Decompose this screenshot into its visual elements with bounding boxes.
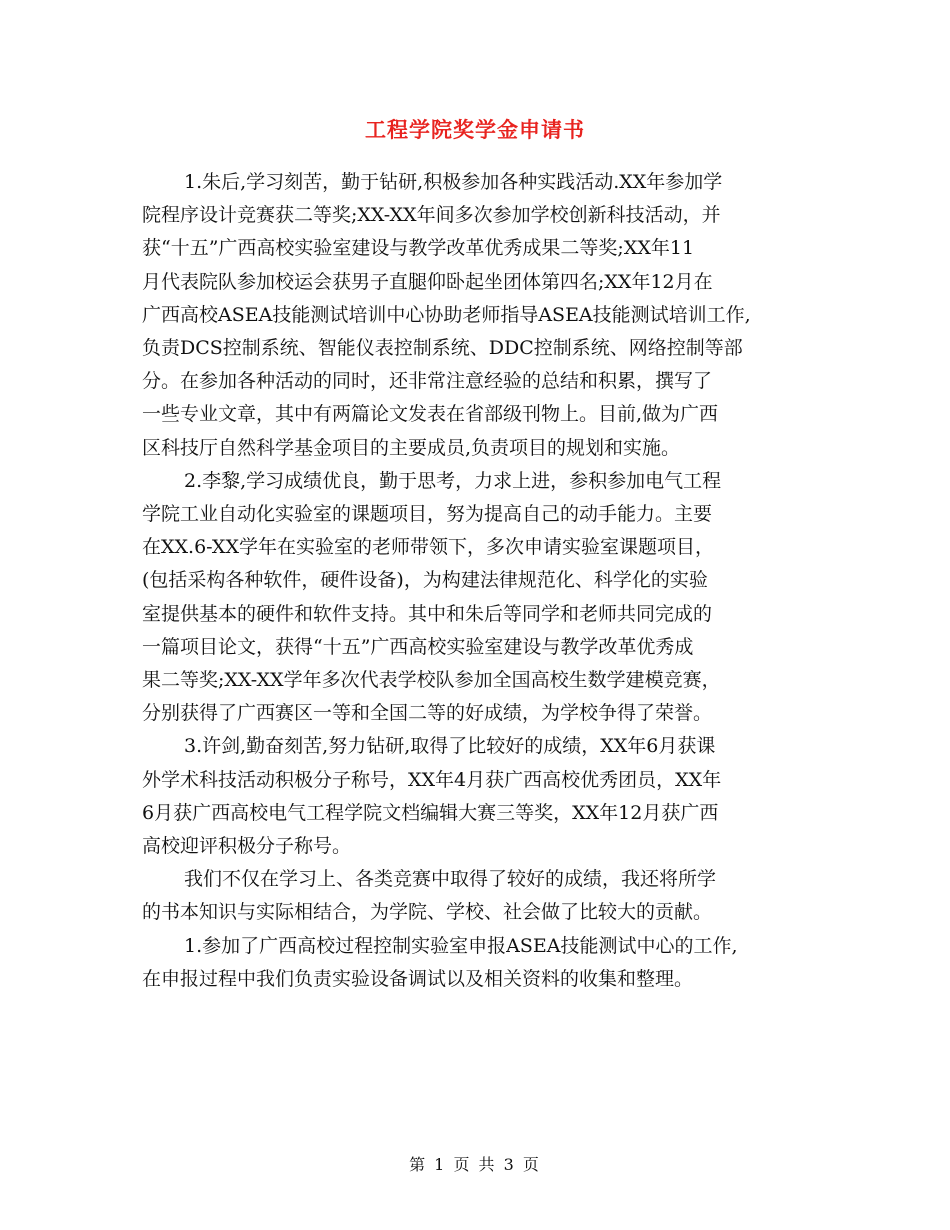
paragraph-line: 果二等奖;XX-XX学年多次代表学校队参加全国高校生数学建模竞赛， [142, 669, 721, 692]
paragraph-line: 我们不仅在学习上、各类竞赛中取得了较好的成绩，我还将所学 [184, 868, 717, 891]
paragraph-line: 的书本知识与实际相结合，为学院、学校、社会做了比较大的贡献。 [142, 901, 713, 924]
paragraph-line: 负责DCS控制系统、智能仪表控制系统、DDC控制系统、网络控制等部 [142, 337, 743, 360]
paragraph-line: 2.李黎,学习成绩优良，勤于思考，力求上进，参积参加电气工程 [184, 469, 722, 492]
paragraph-1 [142, 166, 812, 465]
paragraph-line: 获“十五”广西高校实验室建设与教学改革优秀成果二等奖;XX年11 [142, 237, 695, 260]
paragraph-line: 学院工业自动化实验室的课题项目，努为提高自己的动手能力。主要 [142, 503, 713, 526]
paragraph-line: 3.许剑,勤奋刻苦,努力钻研,取得了比较好的成绩，XX年6月获课 [184, 735, 716, 758]
document-title: 工程学院奖学金申请书 [365, 117, 585, 142]
paragraph-line: 室提供基本的硬件和软件支持。其中和朱后等同学和老师共同完成的 [142, 602, 713, 625]
paragraph-line: 在XX.6-XX学年在实验室的老师带领下，多次申请实验室课题项目， [142, 536, 714, 559]
paragraph-5 [142, 930, 812, 996]
paragraph-line: 一篇项目论文，获得“十五”广西高校实验室建设与教学改革优秀成 [142, 635, 694, 658]
paragraph-line: 分别获得了广西赛区一等和全国二等的好成绩，为学校争得了荣誉。 [142, 702, 713, 725]
paragraph-line: 广西高校ASEA技能测试培训中心协助老师指导ASEA技能测试培训工作, [142, 303, 751, 326]
paragraph-line: 院程序设计竞赛获二等奖;XX-XX年间多次参加学校创新科技活动，并 [142, 204, 721, 227]
paragraph-line: 6月获广西高校电气工程学院文档编辑大赛三等奖，XX年12月获广西 [142, 801, 719, 824]
paragraph-2 [142, 465, 812, 731]
paragraph-line: 月代表院队参加校运会获男子直腿仰卧起坐团体第四名;XX年12月在 [142, 270, 713, 293]
paragraph-line: 区科技厅自然科学基金项目的主要成员,负责项目的规划和实施。 [142, 436, 681, 459]
paragraph-line: 1.朱后,学习刻苦，勤于钻研,积极参加各种实践活动.XX年参加学 [184, 171, 723, 193]
paragraph-line: 分。在参加各种活动的同时，还非常注意经验的总结和积累，撰写了 [142, 370, 713, 393]
paragraph-line: 外学术科技活动积极分子称号，XX年4月获广西高校优秀团员，XX年 [142, 768, 722, 791]
paragraph-line: 在申报过程中我们负责实验设备调试以及相关资料的收集和整理。 [142, 967, 694, 990]
paragraph-4 [142, 863, 812, 929]
page-number-footer: 第 1 页 共 3 页 [409, 1155, 541, 1174]
paragraph-line: 1.参加了广西高校过程控制实验室申报ASEA技能测试中心的工作, [184, 934, 738, 957]
paragraph-line: 高校迎评积极分子称号。 [142, 835, 352, 858]
paragraph-3 [142, 730, 812, 863]
paragraph-line: 一些专业文章，其中有两篇论文发表在省部级刊物上。目前,做为广西 [142, 403, 719, 426]
paragraph-line: (包括采构各种软件，硬件设备)，为构建法律规范化、科学化的实验 [142, 569, 708, 592]
document-body [142, 166, 812, 996]
